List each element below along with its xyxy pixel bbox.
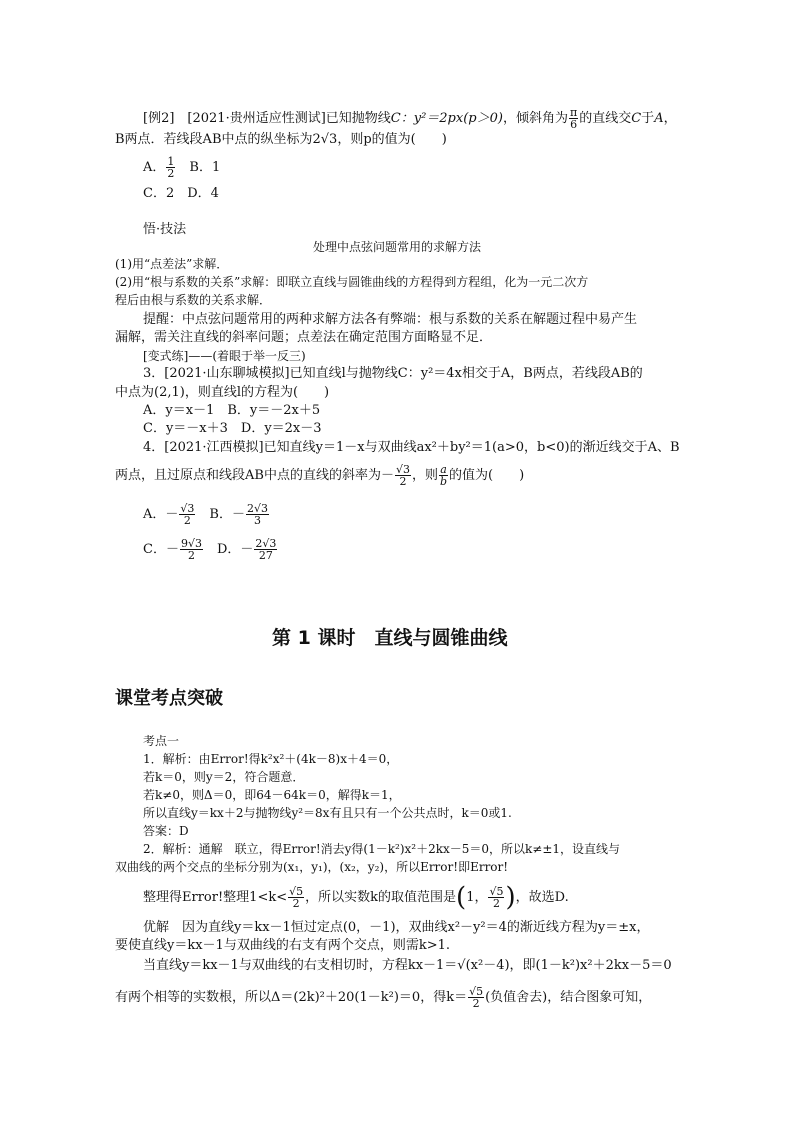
fraction-denominator: 2 [472,997,480,1010]
solution2-text: 整理得Error!整理1<k< [143,890,288,905]
option-label: A． [143,160,166,175]
question4-line2 [115,464,524,487]
method-1: (1)用“点差法”求解． [115,257,229,271]
solution2-optimal-line3: 当直线y＝kx－1与双曲线的右支相切时，方程kx－1＝√(x²－4)，即(1－k²)x²＋2kx－5＝0 [143,958,672,973]
section-title: 课堂考点突破 [115,688,223,709]
practice-heading: [变式练]——(着眼于举一反三) [143,349,306,363]
k-bound-fraction [288,886,304,909]
example2-options-cd: C．2 D．4 [143,186,219,201]
question3-options-cd: C．y＝－x＋3 D．y＝2x－3 [143,421,322,436]
question3-line1: 3．[2021·山东聊城模拟]已知直线l与抛物线C：y²＝4x相交于A，B两点，若线段AB的 [143,366,643,381]
ab-fraction [439,464,448,487]
fraction-numerator: √5 [289,885,304,898]
question4-options-ab [143,503,270,526]
solution2-line3: 整理得Error!整理1<k< $\frac{√5}{2}$ ，所以实数k的取值范围是(1， $\frac{√5}{2}$ )，故选D. [143,882,569,913]
example2-text: 于 [641,111,655,126]
solution1-line2: 若k＝0，则y＝2，符合题意． [143,770,305,784]
tip-line1: 提醒：中点弦问题常用的两种求解方法各有弊端：根与系数的关系在解题过程中易产生 [143,312,638,327]
fraction-numerator: √3 [395,463,410,476]
fraction-denominator: b [439,475,448,488]
solution2-text: (负值舍去)，结合图象可知， [485,990,652,1005]
interval-end-fraction [488,886,504,909]
fraction-numerator: 2√3 [246,502,268,515]
option-a-fraction [179,503,195,526]
lesson-title: 第 1 课时 直线与圆锥曲线 [272,627,508,649]
fraction-numerator: √5 [489,885,504,898]
slope-fraction [395,464,411,487]
fraction-denominator: 6 [570,118,578,131]
option-c-fraction [180,538,203,561]
example2-text: 的直线交 [579,111,632,126]
fraction-denominator: 2 [167,167,175,180]
question4-text: ，则 [411,468,438,483]
option-label: D．－ [216,542,254,557]
fraction-numerator: 2√3 [255,537,277,550]
interval-start: 1， [466,890,488,905]
fraction-numerator: √3 [180,502,195,515]
question3-options-ab: A．y＝x－1 B．y＝－2x＋5 [143,403,321,418]
method-2-line1: (2)用“根与系数的关系”求解：即联立直线与圆锥曲线的方程得到方程组，化为一元二次方 [115,275,589,289]
angle-fraction [569,107,578,130]
solution2-text: ，故选D. [515,890,569,905]
technique-title: 处理中点弦问题常用的求解方法 [312,240,481,254]
question4-line1: 4．[2021·江西模拟]已知直线y＝1－x与双曲线ax²＋by²＝1(a>0，b<0)的渐近线交于A、B [143,440,680,455]
example2-option-a [143,156,220,179]
example2-text: ，倾斜角为 [502,111,568,126]
topic-one-label: 考点一 [143,734,180,748]
solution2-optimal-line2: 要使直线y＝kx－1与双曲线的右支有两个交点，则需k>1. [115,938,450,953]
fraction-denominator: 2 [292,897,300,910]
option-label: B．－ [209,507,245,522]
example2-source: [例2] [2021·贵州适应性测试]已知抛物线 [143,111,391,126]
fraction-numerator: π [569,106,578,119]
k-value-fraction [468,986,484,1009]
option-d-fraction [254,538,277,561]
question4-options-cd [143,538,278,561]
solution1-line4: 所以直线y＝kx＋2与抛物线y²＝8x有且只有一个公共点时，k＝0或1. [143,806,512,820]
fraction-numerator: a [440,463,447,476]
solution2-optimal-line1: 优解 因为直线y＝kx－1恒过定点(0，－1)，双曲线x²－y²＝4的渐近线方程为y＝±x， [143,920,650,935]
solution2-text: 有两个相等的实数根，所以Δ＝(2k)²＋20(1－k²)＝0，得k＝ [115,990,468,1005]
solution2-optimal-line4 [115,986,651,1009]
question4-text: 两点，且过原点和线段AB中点的直线的斜率为－ [115,468,394,483]
technique-heading: 悟·技法 [143,222,187,237]
option-b-fraction [246,503,269,526]
fraction-denominator: 27 [258,549,273,562]
tip-line2: 漏解，需关注直线的斜率问题；点差法在确定范围方面略显不足． [115,330,493,345]
option-label: C．－ [143,542,179,557]
solution2-text: ，所以实数k的取值范围是 [305,890,457,905]
question4-text: 的值为( ) [449,468,525,483]
parabola-equation: C：y²＝2px(p＞0) [390,111,503,126]
solution1-line3: 若k≠0，则Δ＝0，即64－64k＝0，解得k＝1， [143,788,401,802]
option-b: B．1 [189,160,221,175]
solution2-line2: 双曲线的两个交点的坐标分别为(x₁，y₁)，(x₂，y₂)，所以Error!即Error! [115,860,509,874]
fraction-denominator: 2 [183,514,191,527]
method-2-line2: 程后由根与系数的关系求解． [115,293,272,307]
solution2-line1: 2．解析：通解 联立，得Error!消去y得(1－k²)x²＋2kx－5＝0，所以k≠±1，设直线与 [143,842,621,856]
option-a-fraction [166,156,175,179]
option-label: A．－ [143,507,179,522]
fraction-numerator: 1 [167,155,175,168]
solution1-answer: 答案：D [143,824,189,838]
fraction-numerator: 9√3 [180,537,202,550]
example2-line2: B两点．若线段AB中点的纵坐标为2√3，则p的值为( ) [115,132,447,147]
fraction-numerator: √5 [469,985,484,998]
fraction-denominator: 3 [253,514,261,527]
fraction-denominator: 2 [399,475,407,488]
fraction-denominator: 2 [187,549,195,562]
fraction-denominator: 2 [492,897,500,910]
question3-line2: 中点为(2,1)，则直线l的方程为( ) [115,385,330,400]
example2-line1: [例2] [2021·贵州适应性测试]已知抛物线C：y²＝2px(p＞0)，倾斜角为 $\frac{\pi}{6}$ 的直线交C于A， [143,106,677,131]
solution1-line1: 1．解析：由Error!得k²x²＋(4k－8)x＋4＝0， [143,752,399,766]
